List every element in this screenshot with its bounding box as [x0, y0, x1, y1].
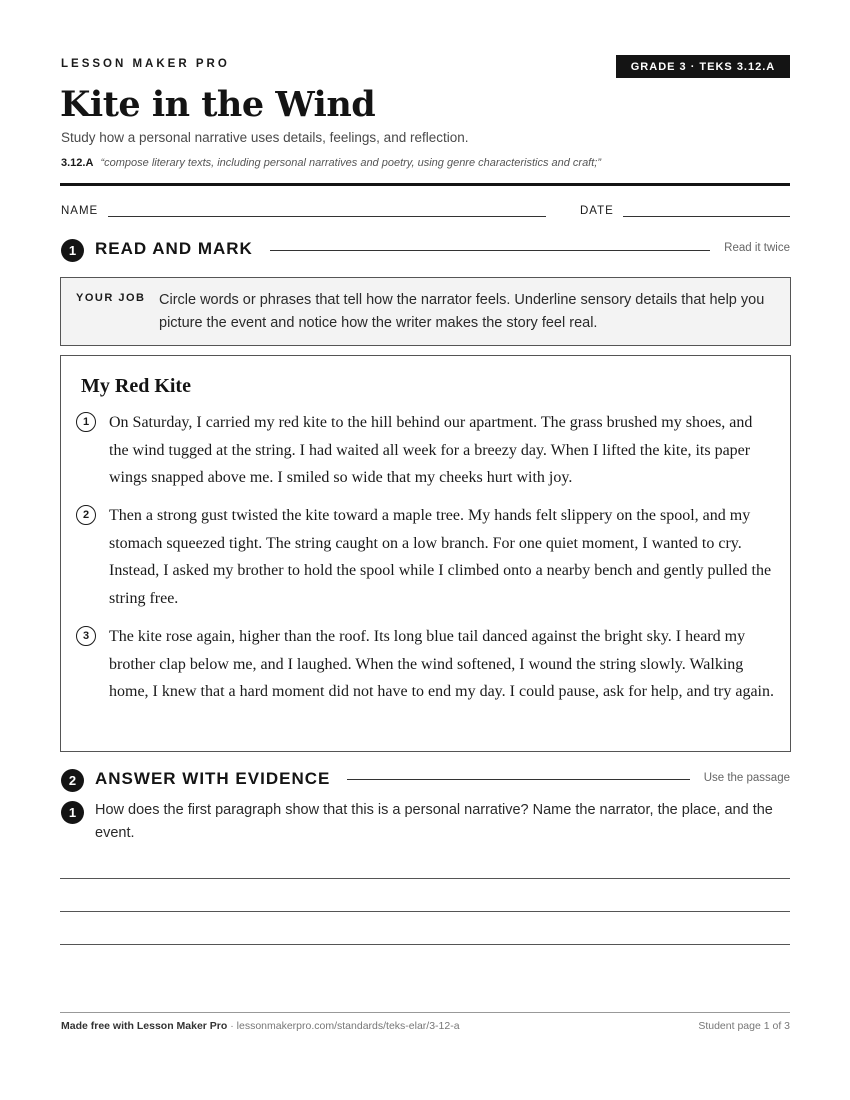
standard-text: “compose literary texts, including personal narratives and poetry, using genre characteristics and craft;” [100, 157, 602, 169]
footer-divider [60, 1012, 790, 1013]
instructions-label: YOUR JOB [76, 292, 146, 304]
paragraph-number: 3 [76, 626, 96, 646]
paragraph-text: The kite rose again, higher than the roof. Its long blue tail danced against the bright sky. I heard my brother clap below me, and I laughed. When the wind softened, I wound the string slowly. Walking home, I knew that a hard moment did not have to end my day. I could pause, ask for help, and try again. [109, 628, 774, 700]
section-number-badge: 2 [61, 769, 84, 792]
section-number-badge: 1 [61, 239, 84, 262]
section-divider [347, 779, 690, 780]
header-divider [60, 183, 790, 186]
section-title: ANSWER WITH EVIDENCE [95, 769, 331, 788]
section-note: Read it twice [724, 242, 790, 254]
date-field-line[interactable] [623, 216, 790, 217]
brand-name: LESSON MAKER PRO [61, 58, 230, 70]
standard-code: 3.12.A [61, 157, 94, 169]
question-text: How does the first paragraph show that this is a personal narrative? Name the narrator, the place, and the event. [95, 802, 773, 841]
standard-line [61, 157, 601, 169]
instructions-box [60, 277, 791, 346]
section-note: Use the passage [703, 772, 790, 784]
name-label: NAME [61, 205, 99, 217]
page-number: Student page 1 of 3 [698, 1020, 790, 1032]
footer-url[interactable]: · lessonmakerpro.com/standards/teks-elar/3-12-a [227, 1020, 460, 1032]
passage-title: My Red Kite [81, 375, 191, 397]
answer-line[interactable] [60, 911, 790, 912]
page-title: Kite in the Wind [60, 84, 376, 125]
section-title: READ AND MARK [95, 239, 253, 258]
date-label: DATE [580, 205, 614, 217]
paragraph-number: 2 [76, 505, 96, 525]
page-subtitle: Study how a personal narrative uses details, feelings, and reflection. [61, 130, 469, 145]
answer-line[interactable] [60, 944, 790, 945]
paragraph-number: 1 [76, 412, 96, 432]
instructions-text: Circle words or phrases that tell how the narrator feels. Underline sensory details that help you picture the event and notice how the writer makes the story feel real. [159, 292, 765, 331]
answer-line[interactable] [60, 878, 790, 879]
paragraph-text: Then a strong gust twisted the kite toward a maple tree. My hands felt slippery on the spool, and my stomach squeezed tight. The string caught on a low branch. For one quiet moment, I wanted to cry. Instead, I asked my brother to hold the spool while I climbed onto a nearby bench and gently pulled the string free. [109, 507, 772, 607]
grade-badge: GRADE 3 · TEKS 3.12.A [616, 55, 790, 78]
name-field-line[interactable] [108, 216, 546, 217]
passage-box [60, 355, 791, 752]
footer-credit [61, 1020, 460, 1032]
footer-made-with: Made free with Lesson Maker Pro [61, 1020, 228, 1032]
paragraph-text: On Saturday, I carried my red kite to the hill behind our apartment. The grass brushed my shoes, and the wind tugged at the string. I had waited all week for a breezy day. When I lifted the kite, its paper wings snapped above me. I smiled so wide that my cheeks hurt with joy. [109, 414, 753, 486]
question-number-badge: 1 [61, 801, 84, 824]
section-divider [270, 250, 710, 251]
